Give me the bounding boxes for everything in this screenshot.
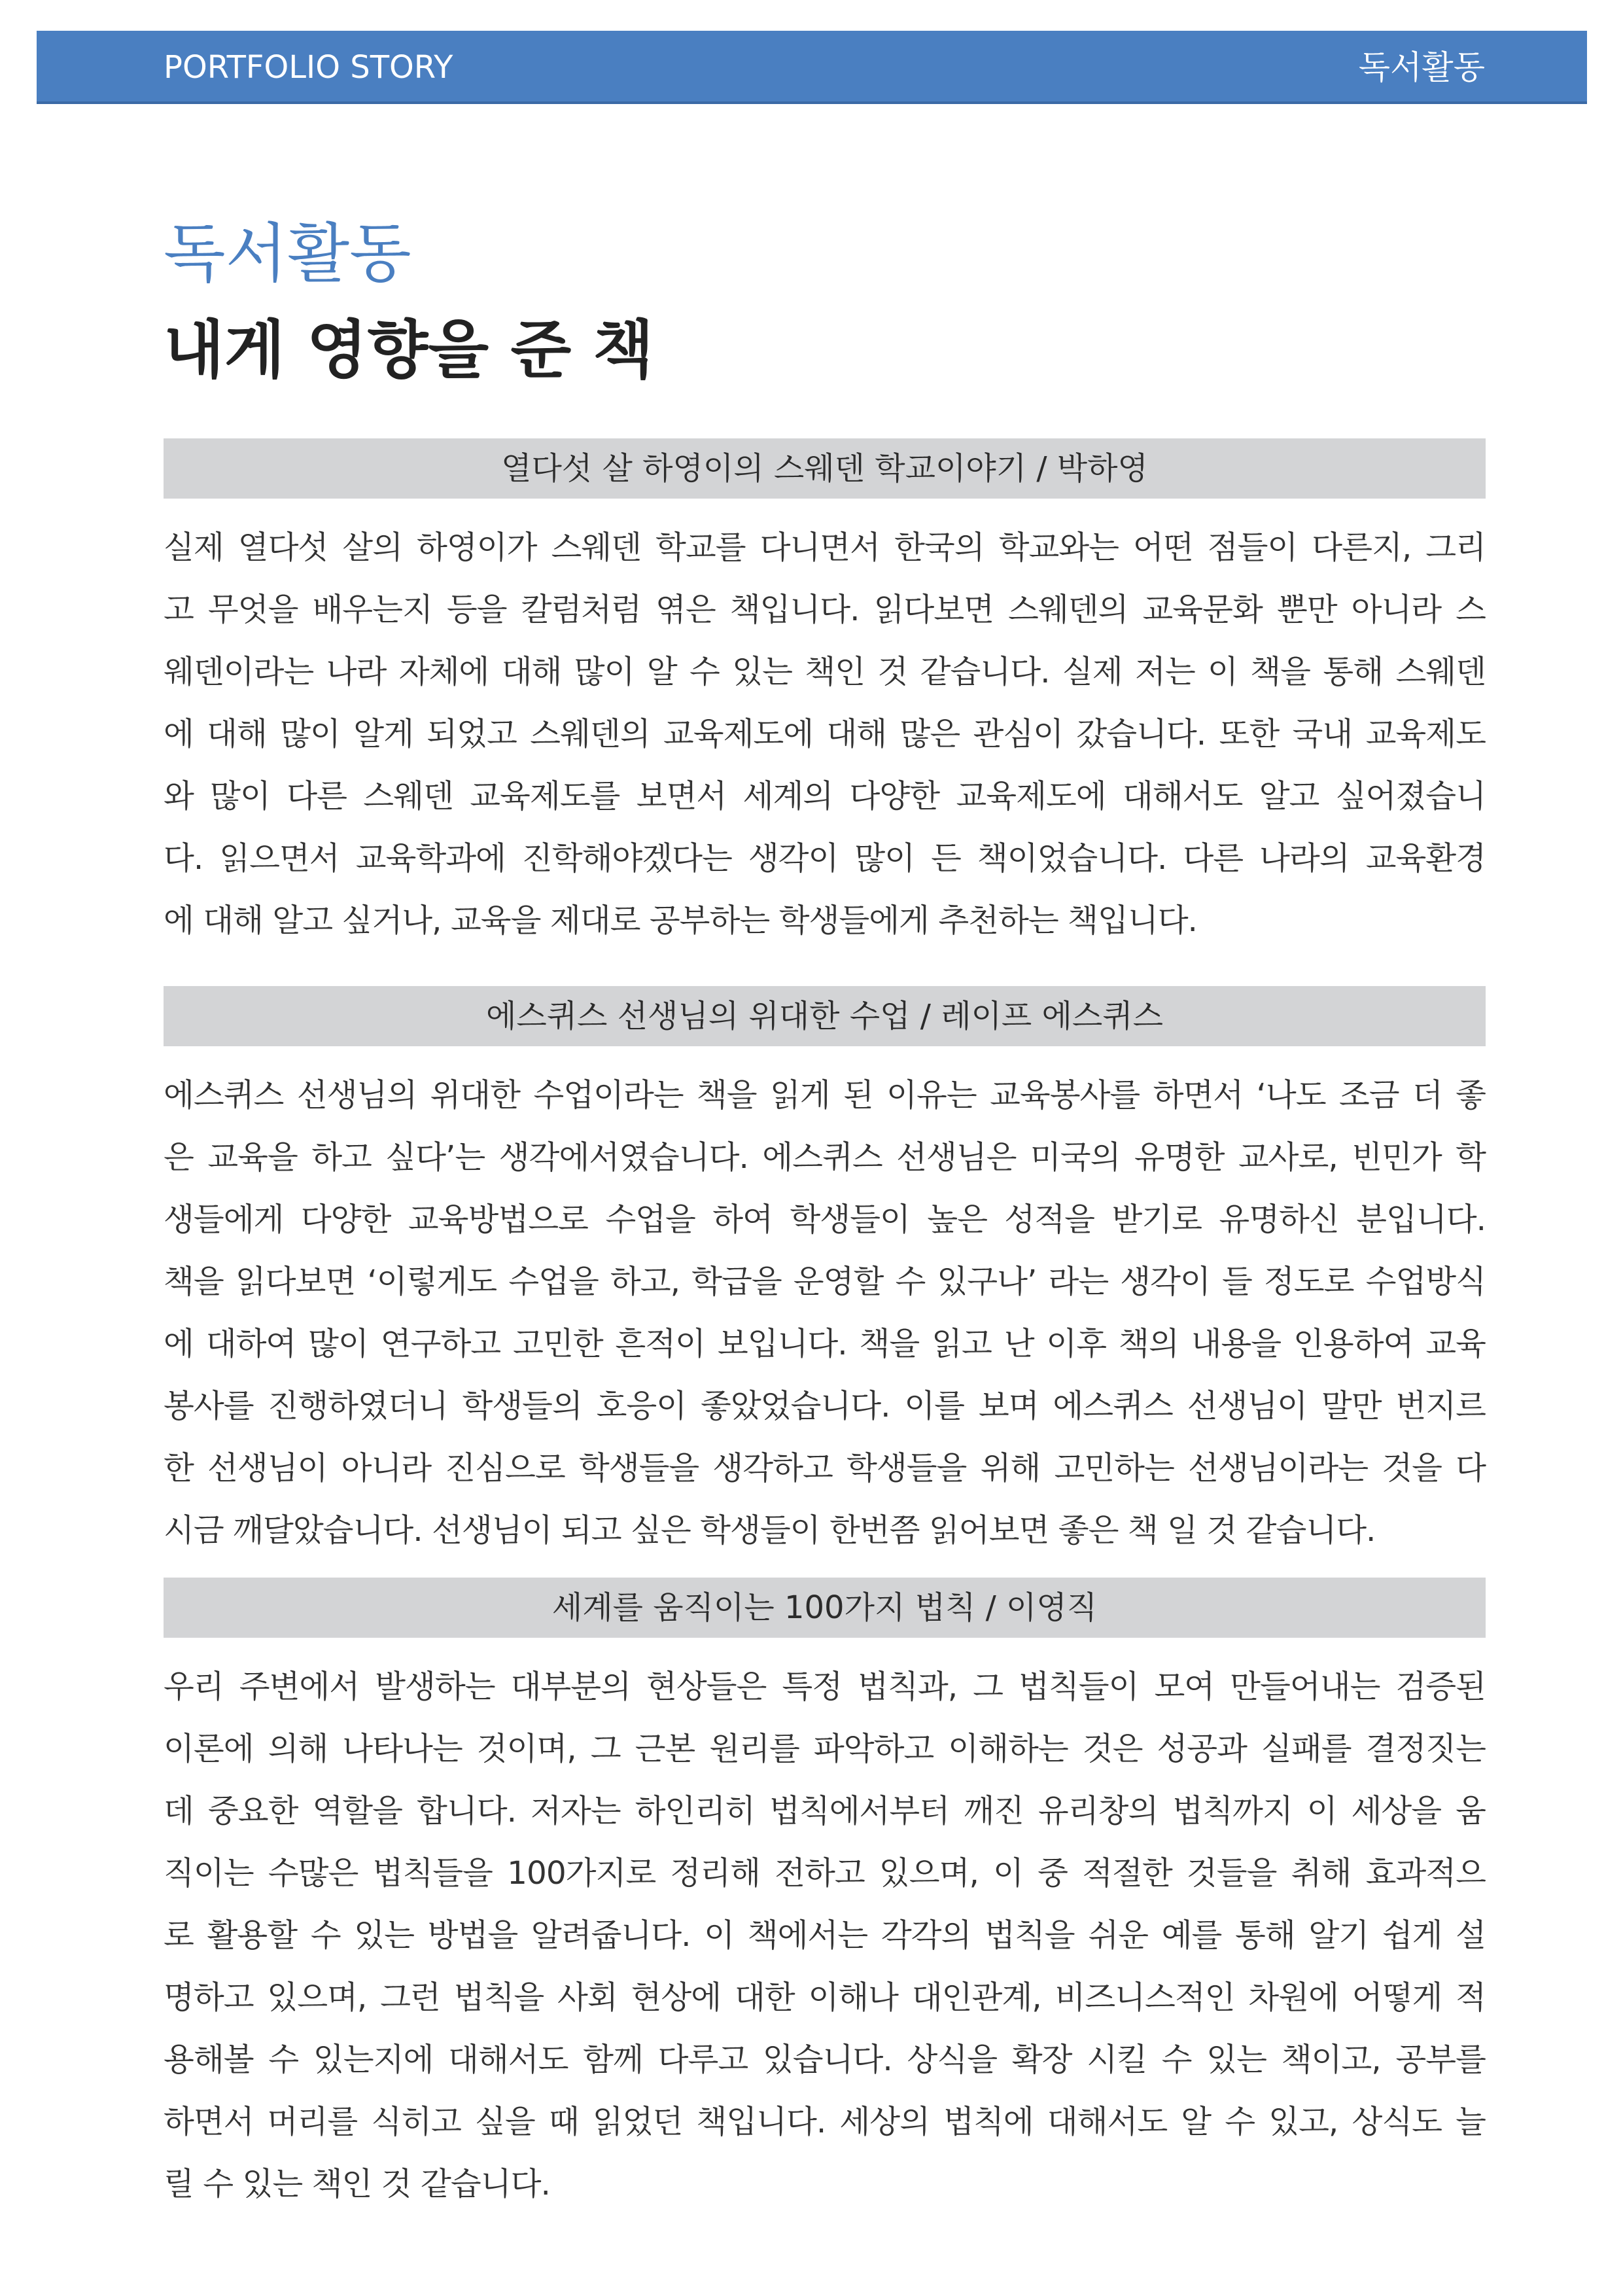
book-review-text [164,1656,1486,2216]
text-line: 용해볼 수 있는지에 대해서도 함께 다루고 있습니다. 상식을 확장 시킬 수 있는 책이고, 공부를 [164,2041,1486,2078]
header-label-portfolio: PORTFOLIO STORY [164,49,453,86]
book-review-text [164,1065,1486,1562]
text-line: 은 교육을 하고 싶다’는 생각에서였습니다. 에스퀴스 선생님은 미국의 유명한 교사로, 빈민가 학 [164,1139,1486,1176]
text-line: 시금 깨달았습니다. 선생님이 되고 싶은 학생들이 한번쯤 읽어보면 좋은 책 일 것 같습니다. [164,1512,1376,1549]
book-review-text [164,517,1486,952]
text-line: 와 많이 다른 스웨덴 교육제도를 보면서 세계의 다양한 교육제도에 대해서도 알고 싶어졌습니 [164,778,1486,815]
book-heading: 세계를 움직이는 100가지 법칙 / 이영직 [164,1578,1486,1638]
text-line: 에 대해 많이 알게 되었고 스웨덴의 교육제도에 대해 많은 관심이 갔습니다. 또한 국내 교육제도 [164,716,1486,752]
text-line: 책을 읽다보면 ‘이렇게도 수업을 하고, 학급을 운영할 수 있구나’ 라는 생각이 들 정도로 수업방식 [164,1263,1486,1300]
text-line: 에스퀴스 선생님의 위대한 수업이라는 책을 읽게 된 이유는 교육봉사를 하면서 ‘나도 조금 더 좋 [164,1077,1486,1114]
book-section-3 [164,1578,1486,2216]
text-line: 봉사를 진행하였더니 학생들의 호응이 좋았었습니다. 이를 보며 에스퀴스 선생님이 말만 번지르 [164,1388,1486,1424]
text-line: 생들에게 다양한 교육방법으로 수업을 하여 학생들이 높은 성적을 받기로 유명하신 분입니다. [164,1201,1486,1238]
text-line: 로 활용할 수 있는 방법을 알려줍니다. 이 책에서는 각각의 법칙을 쉬운 예를 통해 알기 쉽게 설 [164,1917,1486,1954]
text-line: 한 선생님이 아니라 진심으로 학생들을 생각하고 학생들을 위해 고민하는 선생님이라는 것을 다 [164,1450,1486,1487]
book-section-1 [164,438,1486,952]
text-line: 하면서 머리를 식히고 싶을 때 읽었던 책입니다. 세상의 법칙에 대해서도 알 수 있고, 상식도 늘 [164,2104,1486,2140]
header-bar [37,31,1587,104]
book-heading: 열다섯 살 하영이의 스웨덴 학교이야기 / 박하영 [164,438,1486,499]
text-line: 이론에 의해 나타나는 것이며, 그 근본 원리를 파악하고 이해하는 것은 성공과 실패를 결정짓는 [164,1731,1486,1767]
book-heading: 에스퀴스 선생님의 위대한 수업 / 레이프 에스퀴스 [164,986,1486,1046]
text-line: 웨덴이라는 나라 자체에 대해 많이 알 수 있는 책인 것 같습니다. 실제 저는 이 책을 통해 스웨덴 [164,654,1486,690]
page-title: 내게 영향을 준 책 [164,313,654,387]
book-section-2 [164,986,1486,1562]
text-line: 에 대하여 많이 연구하고 고민한 흔적이 보입니다. 책을 읽고 난 이후 책의 내용을 인용하여 교육 [164,1326,1486,1362]
text-line: 실제 열다섯 살의 하영이가 스웨덴 학교를 다니면서 한국의 학교와는 어떤 점들이 다른지, 그리 [164,529,1486,566]
text-line: 에 대해 알고 싶거나, 교육을 제대로 공부하는 학생들에게 추천하는 책입니다. [164,902,1197,939]
category-title: 독서활동 [164,217,411,291]
text-line: 고 무엇을 배우는지 등을 칼럼처럼 엮은 책입니다. 읽다보면 스웨덴의 교육문화 뿐만 아니라 스 [164,592,1486,628]
header-label-category: 독서활동 [1358,48,1485,86]
text-line: 명하고 있으며, 그런 법칙을 사회 현상에 대한 이해나 대인관계, 비즈니스적인 차원에 어떻게 적 [164,1979,1486,2016]
text-line: 다. 읽으면서 교육학과에 진학해야겠다는 생각이 많이 든 책이었습니다. 다른 나라의 교육환경 [164,840,1486,877]
text-line: 직이는 수많은 법칙들을 100가지로 정리해 전하고 있으며, 이 중 적절한 것들을 취해 효과적으 [164,1855,1486,1892]
text-line: 우리 주변에서 발생하는 대부분의 현상들은 특정 법칙과, 그 법칙들이 모여 만들어내는 검증된 [164,1669,1486,1705]
text-line: 릴 수 있는 책인 것 같습니다. [164,2166,550,2202]
text-line: 데 중요한 역할을 합니다. 저자는 하인리히 법칙에서부터 깨진 유리창의 법칙까지 이 세상을 움 [164,1793,1486,1829]
